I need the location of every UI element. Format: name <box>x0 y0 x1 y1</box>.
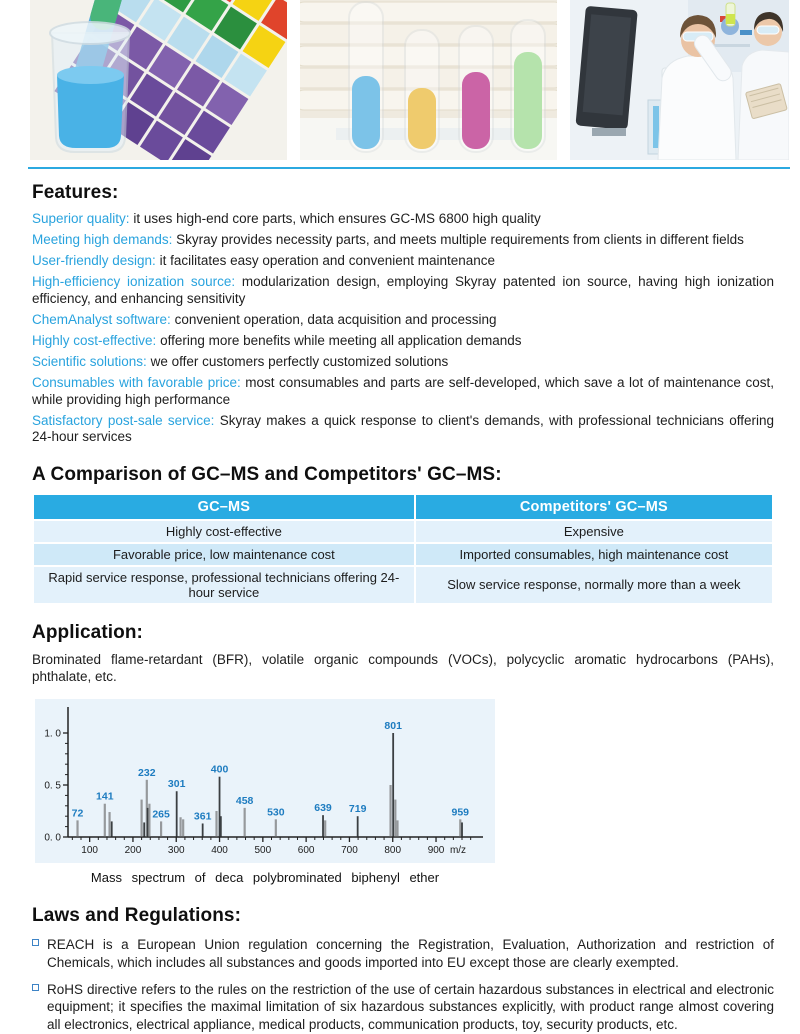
table-cell: Favorable price, low maintenance cost <box>34 544 414 565</box>
peak-label: 301 <box>167 777 186 790</box>
y-tick-label: 0. 5 <box>44 780 61 792</box>
beaker-shape <box>50 22 130 152</box>
feature-item <box>32 413 774 446</box>
test-tube-green <box>511 20 545 152</box>
chart-caption: Mass spectrum of deca polybrominated biphenyl ether <box>90 869 440 885</box>
feature-text: Skyray provides necessity parts, and meets multiple requirements from clients in different fields <box>176 231 744 247</box>
feature-label: ChemAnalyst software: <box>32 311 171 327</box>
feature-item <box>32 354 774 371</box>
feature-label: Satisfactory post-sale service: <box>32 412 215 428</box>
x-tick-label: 700 <box>341 844 358 856</box>
feature-label: Scientific solutions: <box>32 353 147 369</box>
y-tick-label: 1. 0 <box>44 728 61 740</box>
table-cell: Imported consumables, high maintenance cost <box>416 544 772 565</box>
feature-label: User-friendly design: <box>32 252 156 268</box>
peak-label: 232 <box>138 766 156 779</box>
feature-text: Skyray makes a quick response to client's demands, with professional technicians offering 24-hour services <box>32 412 774 445</box>
peak-label: 719 <box>348 802 367 815</box>
x-axis-label: m/z <box>449 844 467 856</box>
feature-item <box>32 333 774 350</box>
monitor-stand <box>592 128 626 136</box>
law-item <box>32 936 774 971</box>
photo-lab-scientists <box>570 0 789 160</box>
table-row <box>34 567 772 603</box>
feature-text: we offer customers perfectly customized solutions <box>150 353 449 369</box>
table-cell: Expensive <box>416 521 772 542</box>
mass-spectrum-chart <box>35 699 495 885</box>
table-row <box>34 544 772 565</box>
feature-item <box>32 312 774 329</box>
application-heading: Application: <box>32 621 143 643</box>
peak-label: 801 <box>384 719 402 732</box>
table-header-row <box>34 495 772 519</box>
peak-label: 639 <box>314 801 332 814</box>
x-tick-label: 500 <box>254 844 272 856</box>
peak-label: 458 <box>235 794 254 807</box>
peak-label: 72 <box>71 806 84 819</box>
x-tick-label: 900 <box>427 844 445 856</box>
features-heading: Features: <box>32 182 119 203</box>
law-text: RoHS directive refers to the rules on the restriction of the use of certain hazardous substances in electrical and electronic equipment; it specifies the maximal limitation of six hazardous substances explicitly, with product range almost covering all electronics, electrical appliance, medical products, communication products, toy, security products, etc. <box>47 981 774 1033</box>
test-tube-magenta <box>459 26 493 152</box>
feature-text: it facilitates easy operation and convenient maintenance <box>159 252 496 268</box>
monitor-shape <box>575 6 637 130</box>
feature-text: most consumables and parts are self-developed, which save a lot of maintenance cost, while providing high performance <box>32 375 774 407</box>
photo-periodic-table <box>30 0 287 160</box>
laws-heading: Laws and Regulations: <box>32 904 242 926</box>
feature-item <box>32 211 774 228</box>
peak-label: 400 <box>210 763 229 776</box>
feature-label: Highly cost-effective: <box>32 332 157 348</box>
x-tick-label: 300 <box>167 844 185 856</box>
peak-label: 361 <box>193 810 212 823</box>
feature-label: Consumables with favorable price: <box>32 375 241 391</box>
feature-item <box>32 253 774 270</box>
mass-spectrum-plot <box>35 699 495 863</box>
feature-item <box>32 274 774 307</box>
table-row <box>34 521 772 542</box>
square-bullet-icon <box>32 984 39 991</box>
photo-strip <box>0 0 800 160</box>
feature-text: offering more benefits while meeting all application demands <box>160 332 522 348</box>
feature-text: it uses high-end core parts, which ensures GC-MS 6800 high quality <box>133 210 541 226</box>
peak-label: 141 <box>96 790 114 803</box>
periodic-table-beaker-illustration <box>30 0 287 160</box>
application-text: Brominated flame-retardant (BFR), volatile organic compounds (VOCs), polycyclic aromatic hydrocarbons (PAHs), phthalate, etc. <box>32 651 774 685</box>
feature-text: convenient operation, data acquisition and processing <box>174 311 497 327</box>
law-item <box>32 981 774 1034</box>
feature-label: High-efficiency ionization source: <box>32 274 236 290</box>
x-tick-label: 800 <box>384 844 402 856</box>
photo-test-tubes <box>300 0 557 160</box>
x-tick-label: 400 <box>211 844 228 856</box>
table-cell: Slow service response, normally more than a week <box>416 567 772 603</box>
feature-item <box>32 232 774 249</box>
feature-item <box>32 375 774 408</box>
test-tube-blue <box>349 2 383 152</box>
x-tick-label: 600 <box>297 844 315 856</box>
test-tube-amber <box>405 30 439 152</box>
table-cell: Highly cost-effective <box>34 521 414 542</box>
y-tick-label: 0. 0 <box>44 832 61 844</box>
square-bullet-icon <box>32 939 39 946</box>
table-cell: Rapid service response, professional technicians offering 24-hour service <box>34 567 414 603</box>
column-header: GC–MS <box>34 495 414 519</box>
peak-label: 530 <box>267 805 285 818</box>
peak-label: 959 <box>451 805 470 818</box>
peak-label: 265 <box>152 808 170 821</box>
test-tubes-illustration <box>300 0 557 160</box>
page-content <box>0 182 800 1034</box>
x-tick-label: 200 <box>124 844 142 856</box>
law-text: REACH is a European Union regulation concerning the Registration, Evaluation, Authorization and restriction of Chemicals, which includes all substances and goods imported into EU except those are clearly exempted. <box>47 937 774 971</box>
feature-text: modularization design, employing Skyray patented ion source, having high ionization efficiency, and enhancing sensitivity <box>32 274 774 306</box>
feature-label: Meeting high demands: <box>32 231 173 247</box>
comparison-heading: A Comparison of GC–MS and Competitors' GC–MS: <box>32 463 502 485</box>
feature-label: Superior quality: <box>32 210 130 226</box>
column-header: Competitors' GC–MS <box>416 495 772 519</box>
lab-scientists-illustration <box>570 0 789 160</box>
x-tick-label: 100 <box>81 844 98 856</box>
comparison-table <box>32 493 774 605</box>
section-divider-line <box>28 167 790 169</box>
